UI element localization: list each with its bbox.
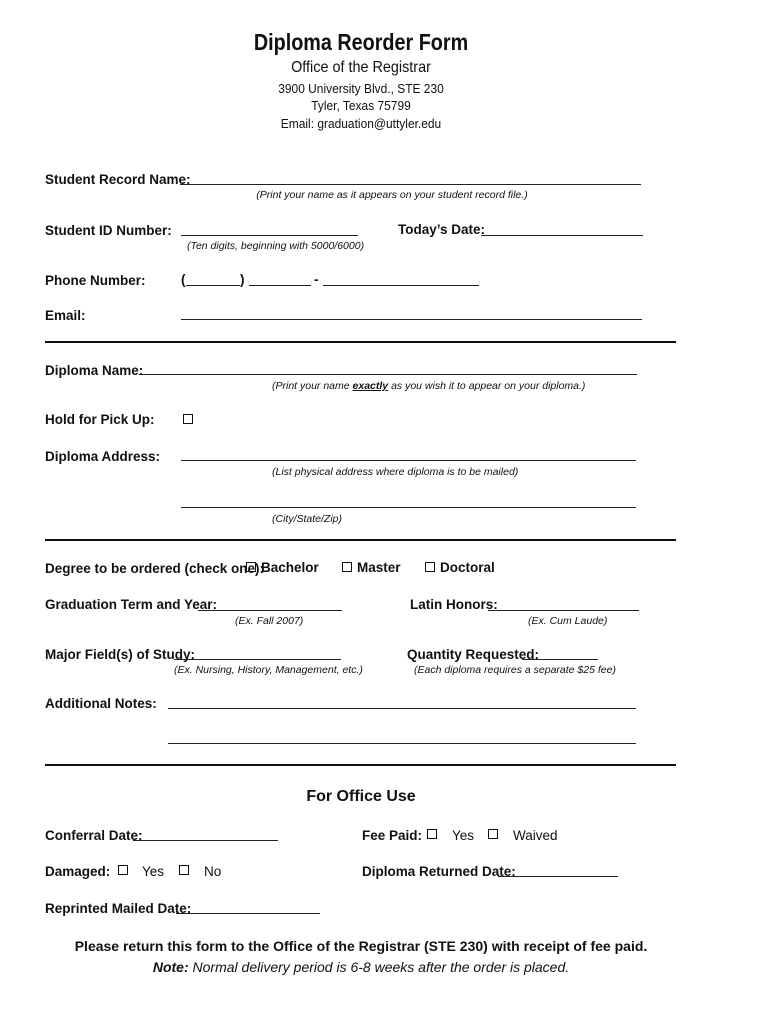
degree-label: Degree to be ordered (check one): — [45, 561, 265, 576]
phone-prefix-field[interactable] — [249, 285, 311, 286]
doctoral-option-label: Doctoral — [440, 560, 495, 575]
major-field-label: Major Field(s) of Study: — [45, 647, 195, 662]
office-name: Office of the Registrar — [291, 59, 431, 76]
return-instructions: Please return this form to the Office of the Registrar (STE 230) with receipt of fee paid. — [74, 938, 648, 954]
address-line-1: 3900 University Blvd., STE 230 — [278, 81, 444, 96]
diploma-name-field[interactable] — [139, 374, 637, 375]
student-id-field[interactable] — [181, 235, 358, 236]
section-divider — [45, 341, 676, 343]
section-divider — [45, 539, 676, 541]
damaged-no-label: No — [204, 864, 222, 879]
phone-number-label: Phone Number: — [45, 273, 146, 288]
damaged-yes-checkbox[interactable] — [118, 865, 128, 875]
office-use-heading: For Office Use — [306, 788, 416, 805]
fee-waived-label: Waived — [513, 828, 558, 843]
diploma-address-label: Diploma Address: — [45, 449, 161, 464]
fee-paid-yes-label: Yes — [452, 828, 475, 843]
diploma-address-field[interactable] — [181, 460, 636, 461]
phone-close-paren: ) — [240, 272, 245, 287]
todays-date-field[interactable] — [481, 235, 643, 236]
student-record-name-label: Student Record Name: — [45, 172, 191, 187]
bachelor-option-label: Bachelor — [261, 560, 319, 575]
damaged-yes-label: Yes — [142, 864, 165, 879]
phone-dash: - — [314, 272, 319, 287]
additional-notes-field-1[interactable] — [168, 708, 636, 709]
reprinted-mailed-date-label: Reprinted Mailed Date: — [45, 901, 192, 916]
additional-notes-label: Additional Notes: — [45, 696, 157, 711]
latin-honors-label: Latin Honors: — [410, 597, 498, 612]
hold-for-pickup-label: Hold for Pick Up: — [45, 412, 155, 427]
graduation-term-field[interactable] — [198, 610, 342, 611]
diploma-name-hint: (Print your name exactly as you wish it to appear on your diploma.) — [272, 380, 586, 392]
quantity-requested-label: Quantity Requested: — [407, 647, 540, 662]
diploma-returned-date-label: Diploma Returned Date: — [362, 864, 516, 879]
conferral-date-field[interactable] — [133, 840, 278, 841]
latin-honors-hint: (Ex. Cum Laude) — [528, 615, 608, 627]
fee-paid-yes-checkbox[interactable] — [427, 829, 437, 839]
student-id-label: Student ID Number: — [45, 223, 172, 238]
fee-waived-checkbox[interactable] — [488, 829, 498, 839]
doctoral-checkbox[interactable] — [425, 562, 435, 572]
damaged-label: Damaged: — [45, 864, 111, 879]
registrar-email: Email: graduation@uttyler.edu — [280, 116, 442, 131]
form-title: Diploma Reorder Form — [253, 29, 469, 55]
master-checkbox[interactable] — [342, 562, 352, 572]
phone-line-number-field[interactable] — [323, 285, 479, 286]
bachelor-checkbox[interactable] — [246, 562, 256, 572]
student-id-hint: (Ten digits, beginning with 5000/6000) — [187, 240, 365, 252]
additional-notes-field-2[interactable] — [168, 743, 636, 744]
todays-date-label: Today’s Date: — [398, 222, 486, 237]
graduation-term-label: Graduation Term and Year: — [45, 597, 218, 612]
email-field[interactable] — [181, 319, 642, 320]
delivery-note: Note: Normal delivery period is 6-8 weeks after the order is placed. — [152, 959, 570, 975]
city-state-zip-hint: (City/State/Zip) — [272, 513, 343, 525]
conferral-date-label: Conferral Date: — [45, 828, 143, 843]
student-record-name-field[interactable] — [180, 184, 641, 185]
phone-open-paren: ( — [181, 272, 186, 287]
damaged-no-checkbox[interactable] — [179, 865, 189, 875]
major-field-input[interactable] — [174, 659, 341, 660]
quantity-requested-field[interactable] — [522, 659, 598, 660]
phone-area-code-field[interactable] — [186, 285, 240, 286]
section-divider — [45, 764, 676, 766]
email-label: Email: — [45, 308, 86, 323]
major-field-hint: (Ex. Nursing, History, Management, etc.) — [174, 664, 363, 676]
quantity-requested-hint: (Each diploma requires a separate $25 fee) — [414, 664, 616, 676]
address-line-2: Tyler, Texas 75799 — [311, 98, 411, 113]
reprinted-mailed-date-field[interactable] — [176, 913, 320, 914]
latin-honors-field[interactable] — [488, 610, 639, 611]
fee-paid-label: Fee Paid: — [362, 828, 423, 843]
diploma-address-hint: (List physical address where diploma is to be mailed) — [272, 466, 519, 478]
diploma-returned-date-field[interactable] — [498, 876, 618, 877]
city-state-zip-field[interactable] — [181, 507, 636, 508]
hold-for-pickup-checkbox[interactable] — [183, 414, 193, 424]
master-option-label: Master — [357, 560, 401, 575]
diploma-name-label: Diploma Name: — [45, 363, 144, 378]
student-record-name-hint: (Print your name as it appears on your student record file.) — [256, 189, 528, 201]
graduation-term-hint: (Ex. Fall 2007) — [235, 615, 304, 627]
